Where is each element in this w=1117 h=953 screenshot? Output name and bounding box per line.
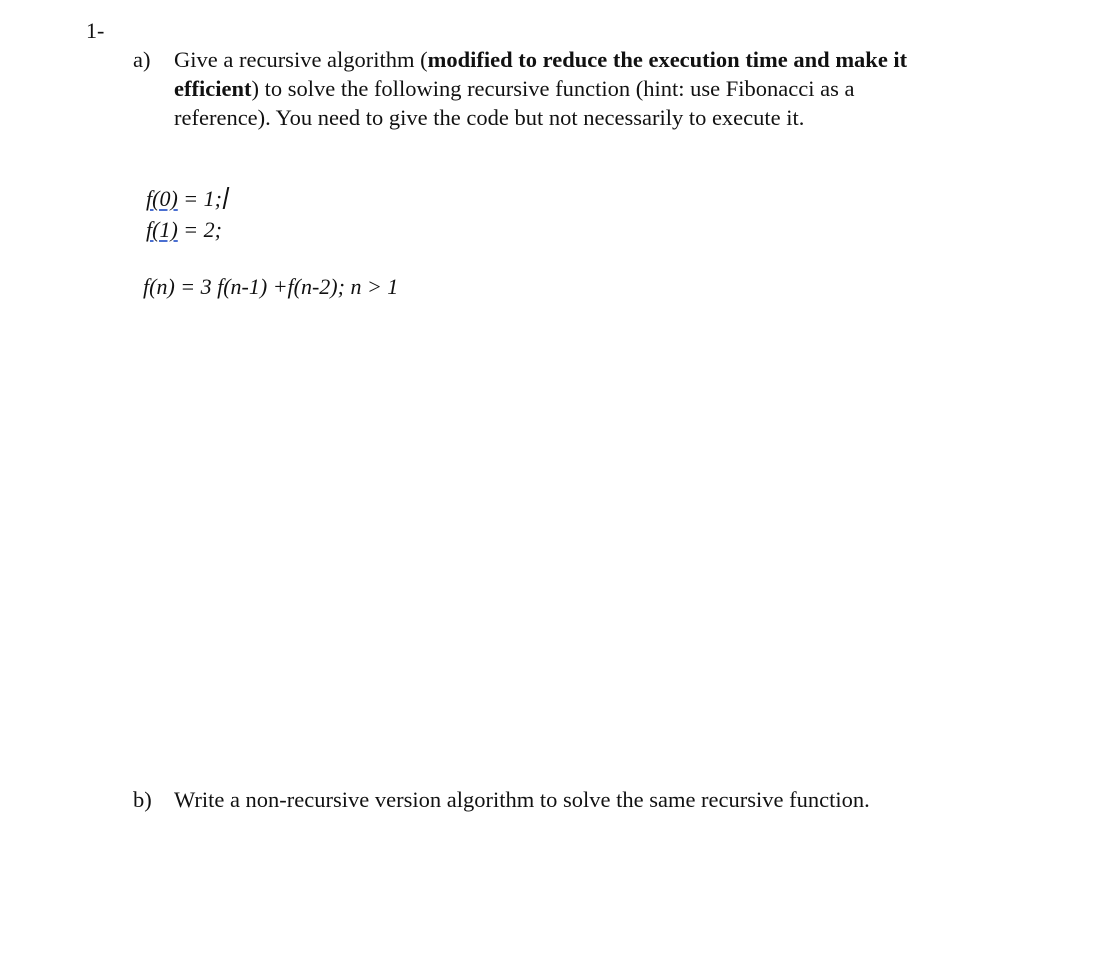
- part-a-line-1-bold: modified to reduce the execution time and make it: [427, 47, 908, 72]
- part-b-text: Write a non-recursive version algorithm to solve the same recursive function.: [174, 787, 870, 812]
- equation-f0-value: = 1;: [177, 186, 222, 211]
- equation-recurrence-text: f(n) = 3 f(n-1) +f(n-2); n > 1: [143, 274, 399, 299]
- part-a-line-2-plain: ) to solve the following recursive function (hint: use Fibonacci as a: [251, 76, 855, 101]
- question-number: 1-: [86, 18, 105, 43]
- part-a-line-2-bold: efficient: [174, 76, 252, 101]
- equation-f0: [146, 186, 226, 212]
- part-a-label: a): [133, 47, 151, 72]
- text-cursor: [223, 187, 229, 209]
- equation-f1: [146, 217, 222, 243]
- part-a-line-1: [174, 45, 907, 74]
- part-a-text: [174, 45, 907, 132]
- equation-f1-value: = 2;: [177, 217, 222, 242]
- part-a-line-2: [174, 74, 907, 103]
- part-a-line-1-plain: Give a recursive algorithm (: [174, 47, 428, 72]
- equation-recurrence: [143, 274, 398, 300]
- part-b-label: b): [133, 787, 152, 812]
- equation-f0-function: f(0): [146, 186, 178, 211]
- equation-f1-function: f(1): [146, 217, 178, 242]
- part-a-line-3: reference). You need to give the code but not necessarily to execute it.: [174, 105, 805, 130]
